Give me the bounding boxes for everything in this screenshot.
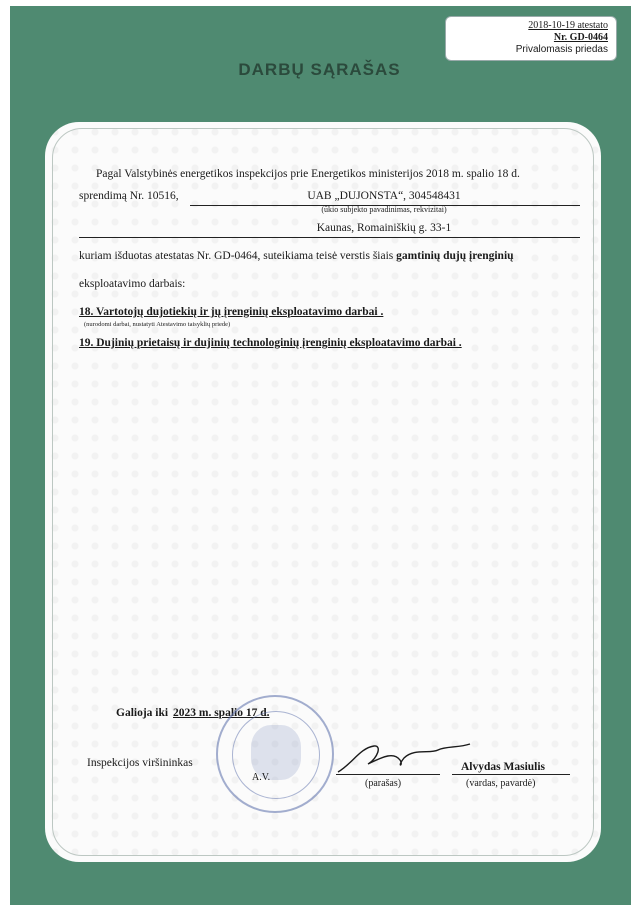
tag-date: 2018-10-19 atestato	[528, 20, 608, 31]
signer-name: Alvydas Masiulis	[461, 761, 546, 773]
decision-label: sprendimą Nr. 10516,	[79, 190, 179, 202]
valid-label: Galioja iki	[116, 707, 169, 719]
tag-number: Nr. GD-0464	[553, 32, 608, 43]
av-mark: A.V.	[252, 772, 271, 783]
company-caption: (ūkio subjekto pavadinimas, rekvizitai)	[321, 205, 447, 214]
company-name: UAB „DUJONSTA“, 304548431	[307, 190, 461, 202]
issued-text: kuriam išduotas atestatas Nr. GD-0464, suteikiama teisė verstis šiais	[79, 250, 394, 262]
valid-date: 2023 m. spalio 17 d.	[173, 707, 270, 719]
position-title: Inspekcijos viršininkas	[87, 757, 193, 769]
address-underline	[79, 237, 580, 238]
tag-caption: Privalomasis priedas	[515, 44, 608, 55]
signature-icon	[334, 738, 474, 778]
items-caption: (nurodomi darbai, nustatyti Atestavimo taisyklių priede)	[84, 321, 231, 328]
signature-underline	[336, 774, 440, 775]
signature-caption: (parašas)	[365, 778, 402, 789]
attachment-tag	[445, 16, 617, 61]
name-caption: (vardas, pavardė)	[466, 778, 536, 789]
name-underline	[452, 774, 570, 775]
issued-bold-text: gamtinių dujų įrenginių	[396, 250, 514, 262]
issued-line-2: eksploatavimo darbais:	[79, 278, 186, 290]
work-item-18: 18. Vartotojų dujotiekių ir jų įrenginių eksploatavimo darbai .	[79, 306, 384, 318]
official-stamp	[216, 695, 334, 813]
page-title: DARBŲ SĄRAŠAS	[238, 60, 401, 79]
issued-line	[79, 250, 514, 262]
work-item-19: 19. Dujinių prietaisų ir dujinių technologinių įrenginių eksploatavimo darbai .	[79, 337, 462, 349]
intro-line: Pagal Valstybinės energetikos inspekcijos prie Energetikos ministerijos 2018 m. spalio 18 d.	[96, 168, 520, 180]
company-address: Kaunas, Romainiškių g. 33-1	[316, 222, 452, 234]
